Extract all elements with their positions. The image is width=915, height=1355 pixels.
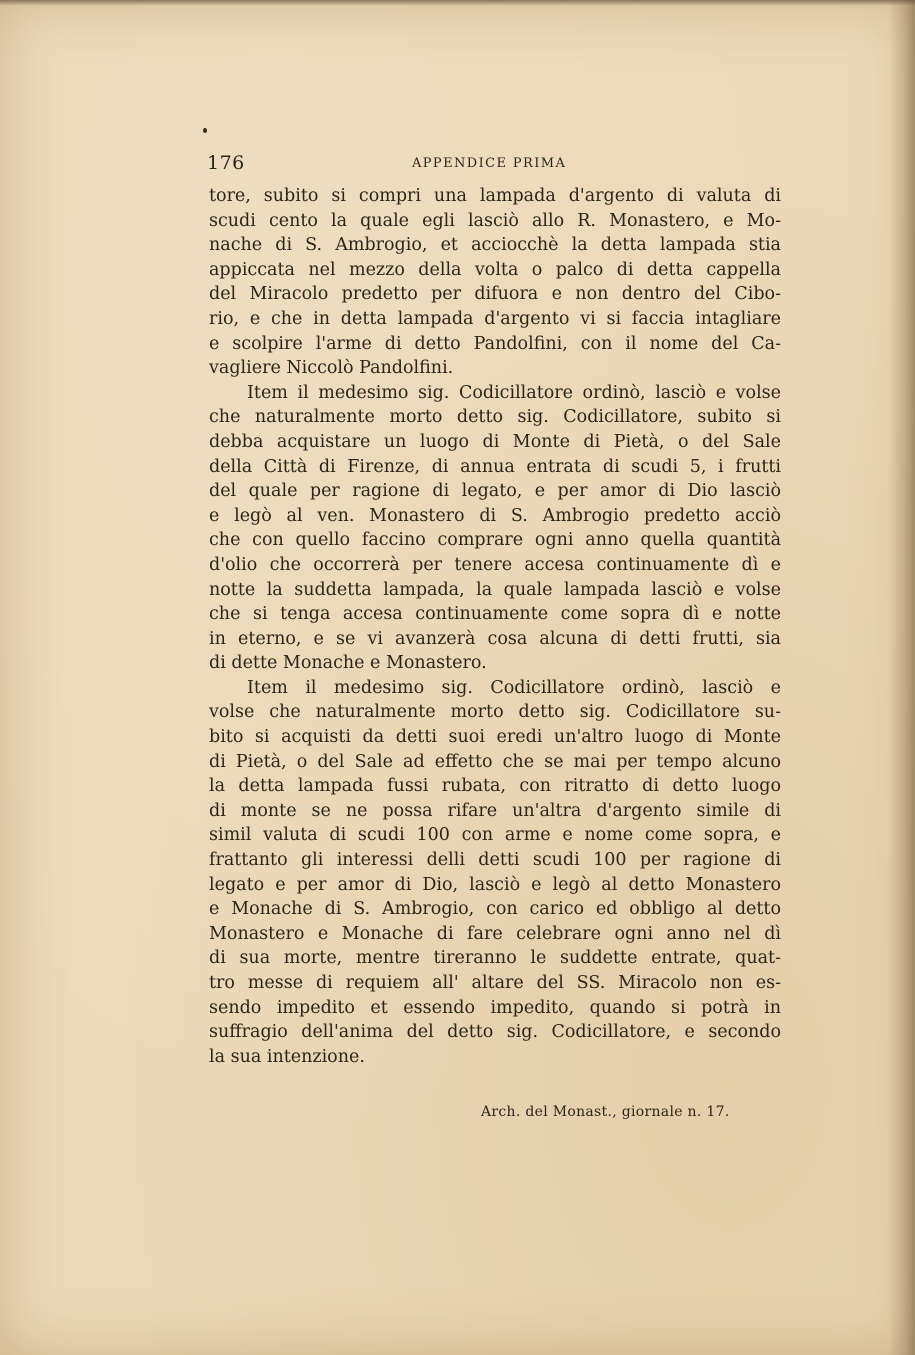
text-line: della Città di Firenze, di annua entrata di scudi 5, i frutti — [209, 456, 781, 477]
page-top-edge — [0, 0, 915, 6]
text-line: simil valuta di scudi 100 con arme e nome come sopra, e — [209, 825, 781, 846]
text-line: tore, subito si compri una lampada d'argento di valuta di — [209, 186, 781, 206]
text-line: del Miracolo predetto per difuora e non dentro del Cibo- — [209, 284, 781, 305]
text-line: Item il medesimo sig. Codicillatore ordinò, lasciò e — [247, 677, 781, 698]
text-line: di sua morte, mentre tireranno le suddette entrate, quat- — [209, 948, 781, 969]
text-line: di monte se ne possa rifare un'altra d'argento simile di — [209, 800, 781, 821]
ink-speck — [203, 128, 207, 133]
text-line: in eterno, e se vi avanzerà cosa alcuna di detti frutti, sia — [209, 628, 781, 649]
text-line: la detta lampada fussi rubata, con ritratto di detto luogo — [209, 776, 781, 797]
running-title: APPENDICE PRIMA — [412, 156, 567, 171]
body-text — [209, 184, 781, 1069]
page-right-edge — [889, 0, 915, 1355]
text-line: appiccata nel mezzo della volta o palco di detta cappella — [209, 259, 781, 280]
text-line: frattanto gli interessi delli detti scudi 100 per ragione di — [209, 850, 781, 871]
text-line: d'olio che occorrerà per tenere accesa continuamente dì e — [209, 554, 781, 575]
text-line: Item il medesimo sig. Codicillatore ordinò, lasciò e volse — [247, 382, 781, 403]
text-line: la sua intenzione. — [209, 1046, 365, 1067]
archive-source-note: Arch. del Monast., giornale n. 17. — [481, 1104, 730, 1120]
text-line: notte la suddetta lampada, la quale lampada lasciò e volse — [209, 579, 781, 600]
text-line: bito si acquisti da detti suoi eredi un'altro luogo di Monte — [209, 727, 781, 748]
text-line: che con quello faccino comprare ogni anno quella quantità — [209, 530, 781, 551]
text-line: nache di S. Ambrogio, et acciocchè la detta lampada stia — [209, 235, 781, 256]
text-line: debba acquistare un luogo di Monte di Pietà, o del Sale — [209, 431, 781, 452]
text-line: che naturalmente morto detto sig. Codicillatore, subito si — [209, 407, 781, 428]
text-line: di Pietà, o del Sale ad effetto che se mai per tempo alcuno — [209, 751, 781, 772]
running-head — [207, 152, 781, 176]
text-line: sendo impedito et essendo impedito, quando si potrà in — [209, 997, 781, 1018]
text-line: del quale per ragione di legato, e per amor di Dio lasciò — [209, 481, 781, 502]
page-number: 176 — [207, 152, 245, 174]
text-line: legato e per amor di Dio, lasciò e legò al detto Monastero — [209, 874, 781, 895]
text-line: volse che naturalmente morto detto sig. Codicillatore su- — [209, 702, 781, 723]
text-line: tro messe di requiem all' altare del SS. Miracolo non es- — [209, 973, 781, 993]
text-line: che si tenga accesa continuamente come sopra dì e notte — [209, 604, 781, 625]
text-line: di dette Monache e Monastero. — [209, 653, 487, 674]
text-line: suffragio dell'anima del detto sig. Codicillatore, e secondo — [209, 1022, 781, 1043]
text-line: e Monache di S. Ambrogio, con carico ed obbligo al detto — [209, 899, 781, 920]
text-line: scudi cento la quale egli lasciò allo R. Monastero, e Mo- — [209, 210, 781, 231]
text-line: e scolpire l'arme di detto Pandolfini, con il nome del Ca- — [209, 333, 781, 354]
text-line: e legò al ven. Monastero di S. Ambrogio predetto acciò — [209, 505, 781, 526]
text-line: vagliere Niccolò Pandolfini. — [209, 358, 454, 379]
text-line: Monastero e Monache di fare celebrare ogni anno nel dì — [209, 923, 781, 944]
text-line: rio, e che in detta lampada d'argento vi si faccia intagliare — [209, 308, 781, 329]
